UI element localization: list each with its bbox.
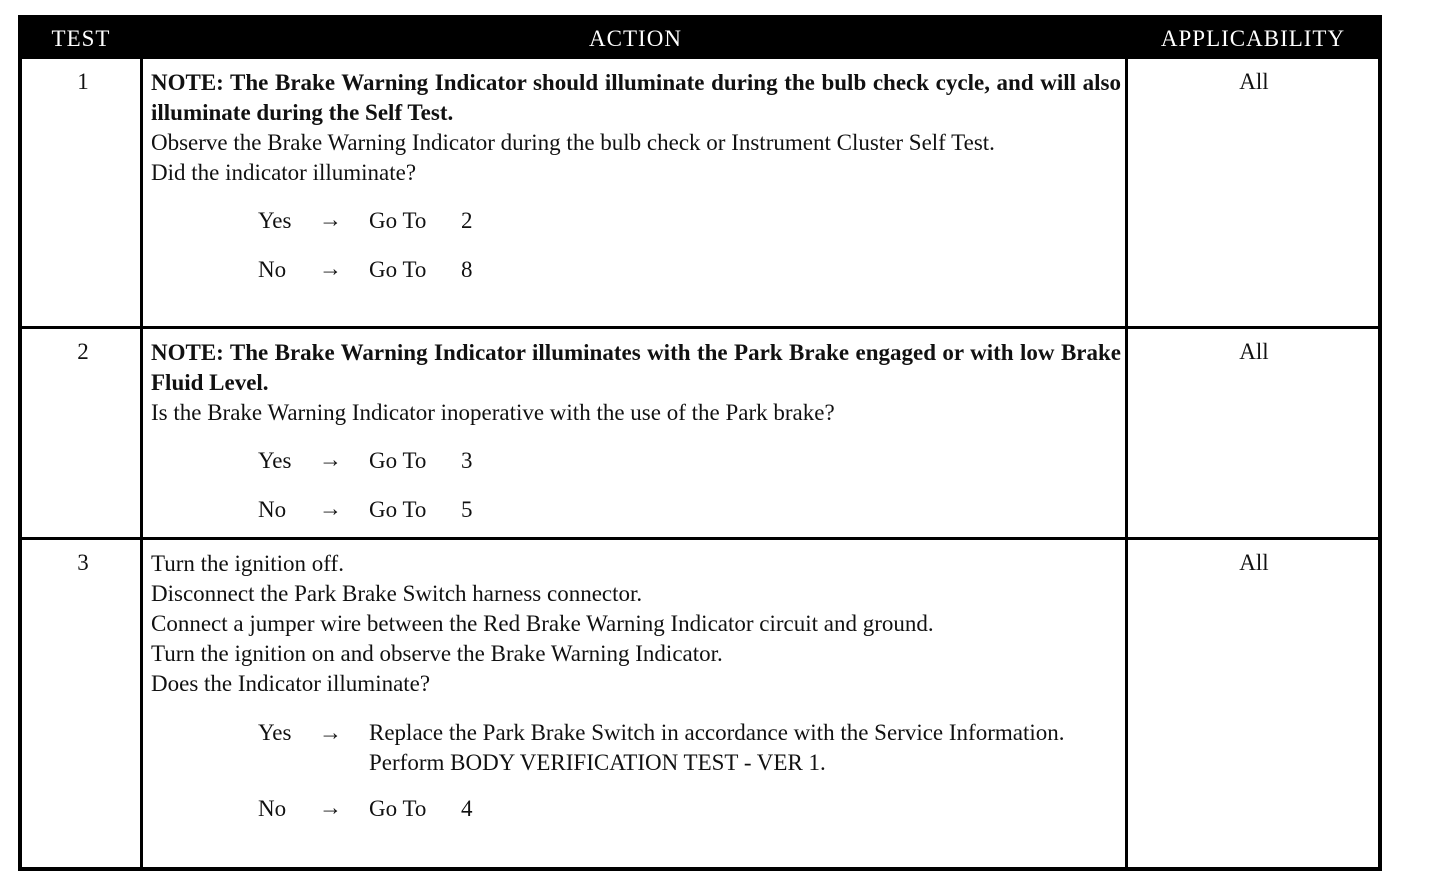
yes-choice [151, 188, 1121, 237]
arrow-icon: → [319, 256, 342, 281]
applicability-cell: All [1239, 69, 1269, 94]
result-text [369, 718, 1121, 778]
result-line: Perform BODY VERIFICATION TEST - VER 1. [369, 750, 826, 775]
test-number: 1 [77, 69, 89, 94]
table-row [22, 540, 1378, 868]
question-line: Is the Brake Warning Indicator inoperative with the use of the Park brake? [151, 400, 835, 425]
answer-label: No [258, 497, 287, 522]
table-header [22, 19, 1378, 59]
goto-label: Go To [369, 497, 427, 522]
answer-label: Yes [258, 208, 292, 233]
arrow-icon: → [319, 207, 342, 232]
instruction-line: Observe the Brake Warning Indicator during the bulb check or Instrument Cluster Self Test. [151, 130, 995, 155]
yes-choice [151, 718, 1121, 778]
question-line: Does the Indicator illuminate? [151, 671, 431, 696]
goto-target: 5 [461, 497, 473, 522]
arrow-icon: → [319, 795, 342, 820]
goto-label: Go To [369, 208, 427, 233]
test-number: 3 [77, 550, 89, 575]
table-row [22, 329, 1378, 537]
no-choice [151, 477, 1121, 526]
header-applicability: APPLICABILITY [1160, 26, 1346, 51]
test-number: 2 [77, 339, 89, 364]
arrow-icon: → [319, 447, 342, 472]
answer-label: Yes [258, 720, 292, 745]
instruction-line: Turn the ignition on and observe the Brake Warning Indicator. [151, 641, 723, 666]
instruction-line: Connect a jumper wire between the Red Brake Warning Indicator circuit and ground. [151, 611, 934, 636]
goto-target: 4 [461, 796, 473, 821]
answer-label: Yes [258, 448, 292, 473]
goto-label: Go To [369, 796, 427, 821]
goto-target: 2 [461, 208, 473, 233]
result-line: Replace the Park Brake Switch in accordance with the Service Information. [369, 720, 1065, 745]
action-cell [151, 549, 1121, 825]
answer-label: No [258, 796, 287, 821]
applicability-cell: All [1239, 550, 1269, 575]
no-choice [151, 776, 1121, 825]
diagnostic-test-table [18, 15, 1382, 871]
action-cell [151, 338, 1121, 526]
instruction-line: Disconnect the Park Brake Switch harness connector. [151, 581, 643, 606]
applicability-cell: All [1239, 339, 1269, 364]
goto-target: 3 [461, 448, 473, 473]
arrow-icon: → [319, 720, 342, 745]
yes-choice [151, 428, 1121, 477]
arrow-icon: → [319, 496, 342, 521]
goto-label: Go To [369, 257, 427, 282]
header-action: ACTION [589, 26, 682, 51]
goto-target: 8 [461, 257, 473, 282]
header-test: TEST [51, 26, 111, 51]
table-row [22, 59, 1378, 326]
instruction-line: Turn the ignition off. [151, 551, 344, 576]
action-cell [151, 68, 1121, 286]
answer-label: No [258, 257, 287, 282]
goto-label: Go To [369, 448, 427, 473]
note-text: NOTE: The Brake Warning Indicator should illuminate during the bulb check cycle, and will also illuminate during the Self Test. [151, 70, 1121, 125]
no-choice [151, 237, 1121, 286]
question-line: Did the indicator illuminate? [151, 160, 417, 185]
note-text: NOTE: The Brake Warning Indicator illuminates with the Park Brake engaged or with low Brake Fluid Level. [151, 340, 1121, 395]
